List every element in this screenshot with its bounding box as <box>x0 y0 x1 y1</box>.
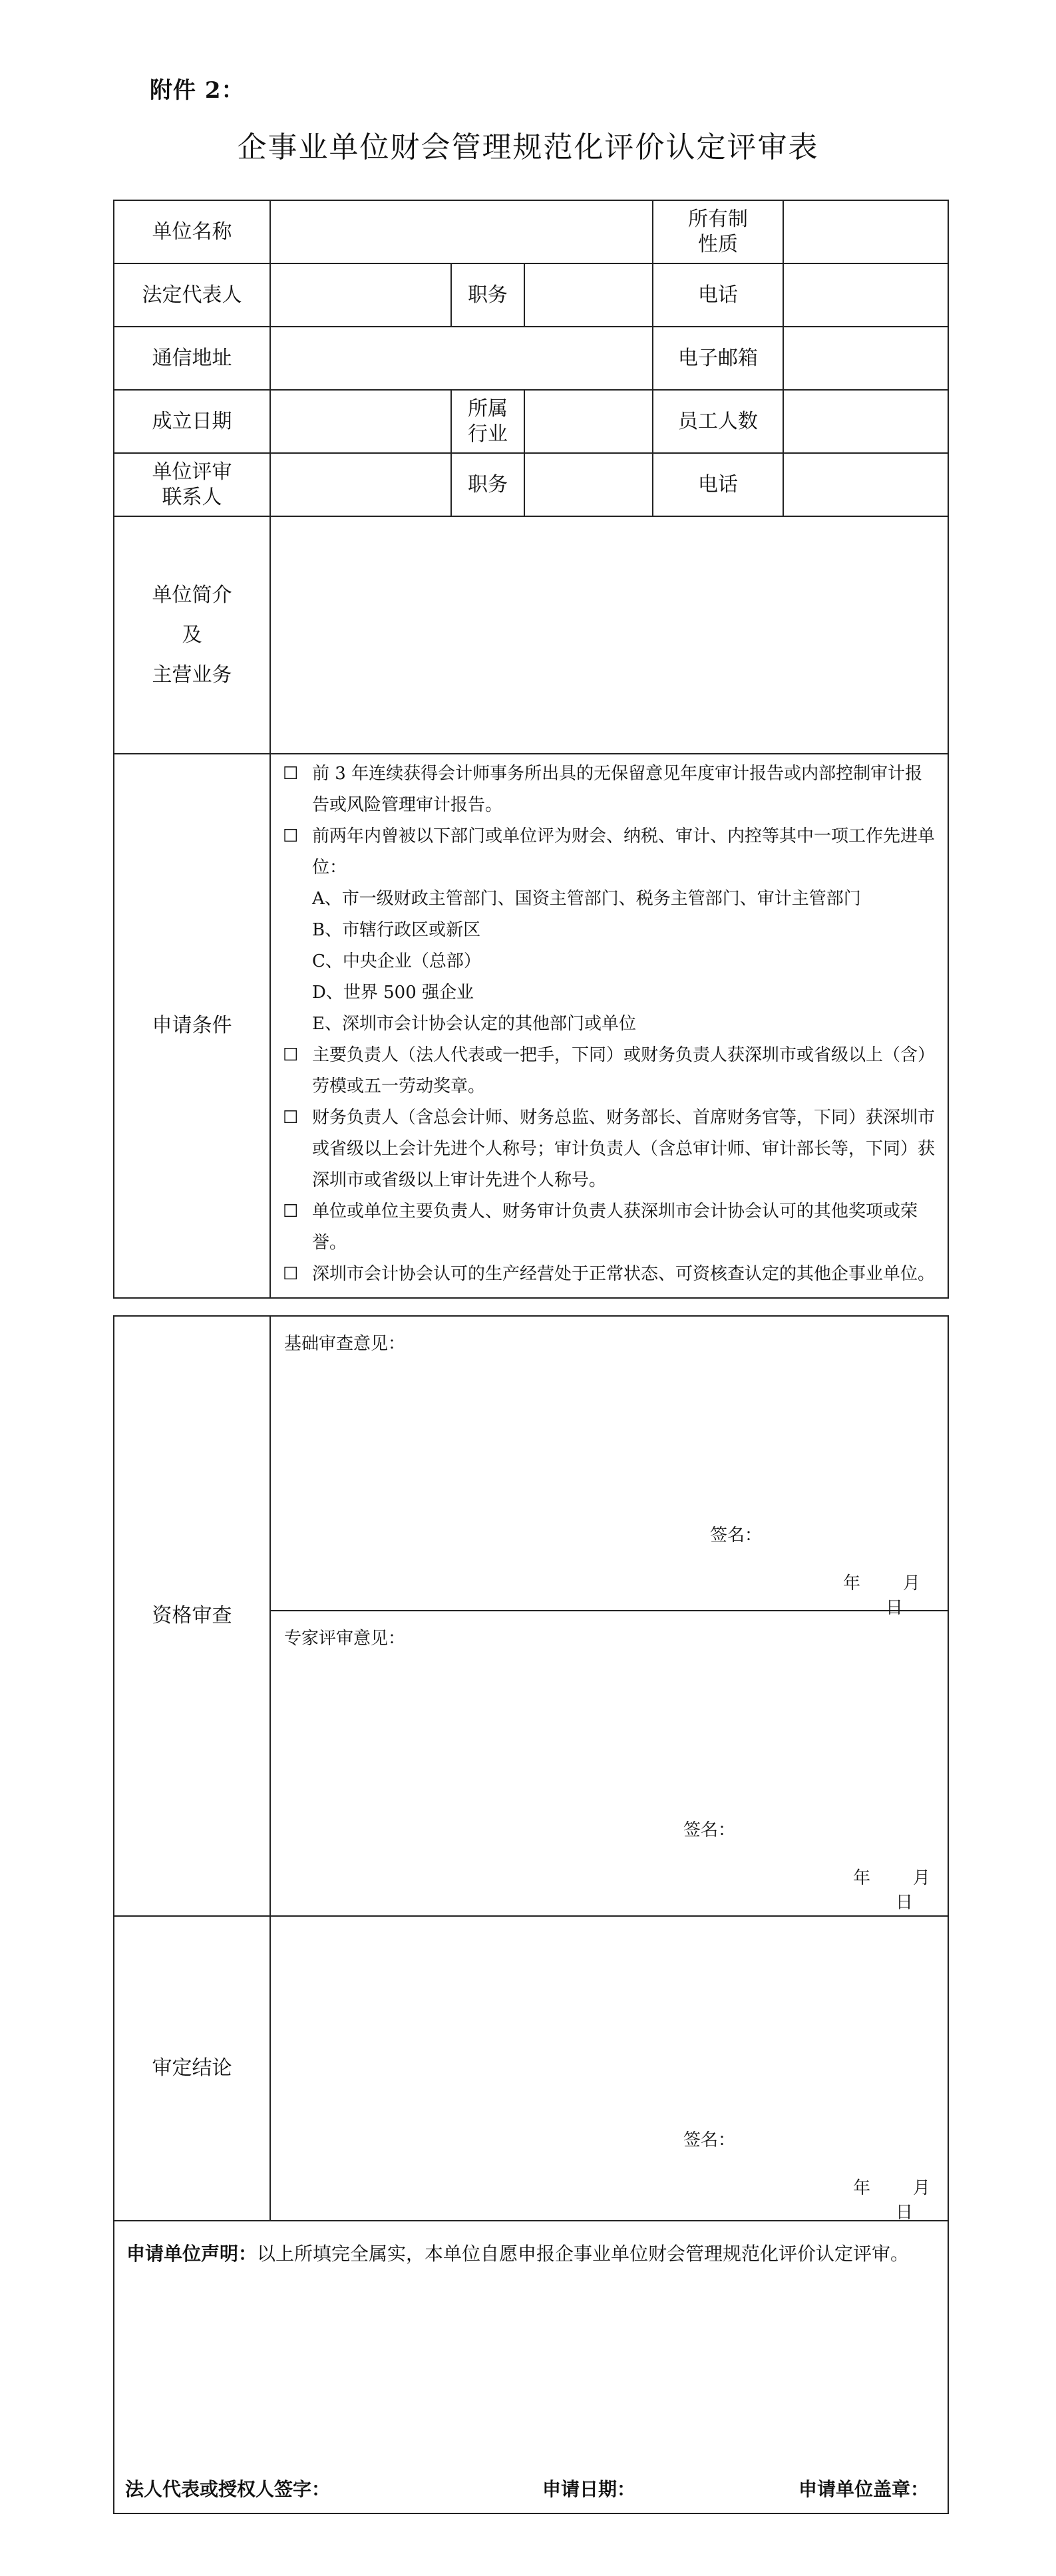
legal-rep-field[interactable] <box>270 263 451 327</box>
condition-text: 财务负责人（含总会计师、财务总监、财务部长、首席财务官等，下同）获深圳市或省级以上会计先进个人称号；审计负责人（含总审计师、审计部长等，下同）获深圳市或省级以上审计先进个人称号。 <box>312 1108 936 1190</box>
email-label: 电子邮箱 <box>653 327 783 390</box>
intro-line-1: 单位简介 <box>152 583 232 607</box>
conditions-label: 申请条件 <box>114 754 270 1298</box>
date-line <box>853 1864 948 1913</box>
address-field[interactable] <box>270 327 653 390</box>
condition-text: 前 3 年连续获得会计师事务所出具的无保留意见年度审计报告或内部控制审计报告或风险管理审计报告。 <box>312 764 923 815</box>
year-label: 年 <box>853 1868 871 1888</box>
day-label: 日 <box>896 1893 914 1913</box>
month-label: 月 <box>913 2178 931 2198</box>
month-label: 月 <box>913 1868 931 1888</box>
declaration-body: 以上所填完全属实，本单位自愿申报企事业单位财会管理规范化评价认定评审。 <box>257 2243 910 2265</box>
industry-text: 所属行业 <box>468 397 508 446</box>
table-row <box>114 516 948 754</box>
condition-option: E、深圳市会计协会认定的其他部门或单位 <box>312 1014 636 1034</box>
email-field[interactable] <box>783 327 948 390</box>
table-row <box>114 754 948 1298</box>
employees-field[interactable] <box>783 390 948 453</box>
table-row <box>114 327 948 390</box>
year-label: 年 <box>853 2178 871 2198</box>
phone-label: 电话 <box>653 263 783 327</box>
table-row <box>114 2221 948 2513</box>
checkbox[interactable]: ☐ <box>283 764 299 784</box>
declaration-text <box>126 2231 936 2277</box>
annex-label: 附件 2： <box>150 77 245 104</box>
condition-option: B、市辖行政区或新区 <box>312 920 481 940</box>
founded-field[interactable] <box>270 390 451 453</box>
basic-opinion-label: 基础审查意见： <box>284 1334 406 1354</box>
checkbox[interactable]: ☐ <box>283 1108 299 1128</box>
year-label: 年 <box>843 1573 861 1593</box>
signature-label: 签名： <box>683 1820 736 1840</box>
position-label: 职务 <box>451 263 524 327</box>
intro-field[interactable] <box>270 516 948 754</box>
contact-label <box>114 453 270 516</box>
contact-position-field[interactable] <box>524 453 653 516</box>
table-row <box>114 453 948 516</box>
table-row <box>114 263 948 327</box>
seal-label: 申请单位盖章： <box>798 2478 930 2500</box>
table-row <box>114 1316 948 1611</box>
basic-review-cell[interactable] <box>270 1316 948 1618</box>
intro-label <box>114 516 270 754</box>
day-label: 日 <box>896 2203 914 2223</box>
checkbox[interactable]: ☐ <box>283 826 299 846</box>
intro-line-3: 主营业务 <box>152 663 232 687</box>
day-label: 日 <box>886 1598 904 1618</box>
condition-item <box>283 1259 940 1290</box>
condition-text: 单位或单位主要负责人、财务审计负责人获深圳市会计协会认可的其他奖项或荣誉。 <box>312 1202 918 1253</box>
address-label: 通信地址 <box>114 327 270 390</box>
signature-field-label: 法人代表或授权人签字： <box>125 2478 331 2500</box>
qualification-label: 资格审查 <box>114 1316 270 1916</box>
checkbox[interactable]: ☐ <box>283 1202 299 1221</box>
ownership-text: 所有制性质 <box>688 207 749 256</box>
condition-item <box>283 1040 940 1102</box>
condition-text: 主要负责人（法人代表或一把手，下同）或财务负责人获深圳市或省级以上（含）劳模或五一劳动奖章。 <box>312 1045 936 1096</box>
table-row <box>114 390 948 453</box>
condition-text: 前两年内曾被以下部门或单位评为财会、纳税、审计、内控等其中一项工作先进单位： <box>312 826 936 878</box>
signature-label: 签名： <box>710 1526 763 1545</box>
ownership-label <box>653 200 783 263</box>
phone-field[interactable] <box>783 263 948 327</box>
condition-option: A、市一级财政主管部门、国资主管部门、税务主管部门、审计主管部门 <box>312 889 861 909</box>
condition-option: C、中央企业（总部） <box>312 951 481 971</box>
unit-name-field[interactable] <box>270 200 653 263</box>
industry-label <box>451 390 524 453</box>
month-label: 月 <box>903 1573 921 1593</box>
declaration-heading: 申请单位声明： <box>126 2243 258 2265</box>
table-row <box>114 200 948 263</box>
intro-line-2: 及 <box>182 623 202 647</box>
condition-item <box>283 821 940 884</box>
signature-label: 签名： <box>683 2130 736 2150</box>
application-date-label: 申请日期： <box>542 2478 636 2500</box>
review-table <box>113 1315 949 2514</box>
contact-text: 单位评审联系人 <box>152 460 232 509</box>
expert-opinion-label: 专家评审意见： <box>284 1629 406 1649</box>
table-row <box>114 1916 948 2221</box>
date-line <box>853 2174 948 2223</box>
conditions-cell <box>270 754 948 1298</box>
checkbox[interactable]: ☐ <box>283 1045 299 1065</box>
condition-item <box>283 1102 940 1196</box>
conclusion-label: 审定结论 <box>114 1916 270 2221</box>
condition-item <box>283 758 940 821</box>
condition-option: D、世界 500 强企业 <box>312 983 474 1003</box>
unit-name-label: 单位名称 <box>114 200 270 263</box>
contact-phone-label: 电话 <box>653 453 783 516</box>
condition-item <box>283 1196 940 1259</box>
position-field[interactable] <box>524 263 653 327</box>
declaration-cell <box>114 2221 948 2513</box>
contact-phone-field[interactable] <box>783 453 948 516</box>
checkbox[interactable]: ☐ <box>283 1264 299 1284</box>
ownership-field[interactable] <box>783 200 948 263</box>
form-title: 企事业单位财会管理规范化评价认定评审表 <box>237 130 819 164</box>
condition-text: 深圳市会计协会认可的生产经营处于正常状态、可资核查认定的其他企事业单位。 <box>312 1264 936 1284</box>
industry-field[interactable] <box>524 390 653 453</box>
employees-label: 员工人数 <box>653 390 783 453</box>
expert-review-cell[interactable] <box>270 1611 948 1916</box>
founded-label: 成立日期 <box>114 390 270 453</box>
legal-rep-label: 法定代表人 <box>114 263 270 327</box>
unit-info-table <box>113 200 949 1299</box>
conclusion-cell[interactable] <box>270 1916 948 2221</box>
contact-field[interactable] <box>270 453 451 516</box>
contact-position-label: 职务 <box>451 453 524 516</box>
